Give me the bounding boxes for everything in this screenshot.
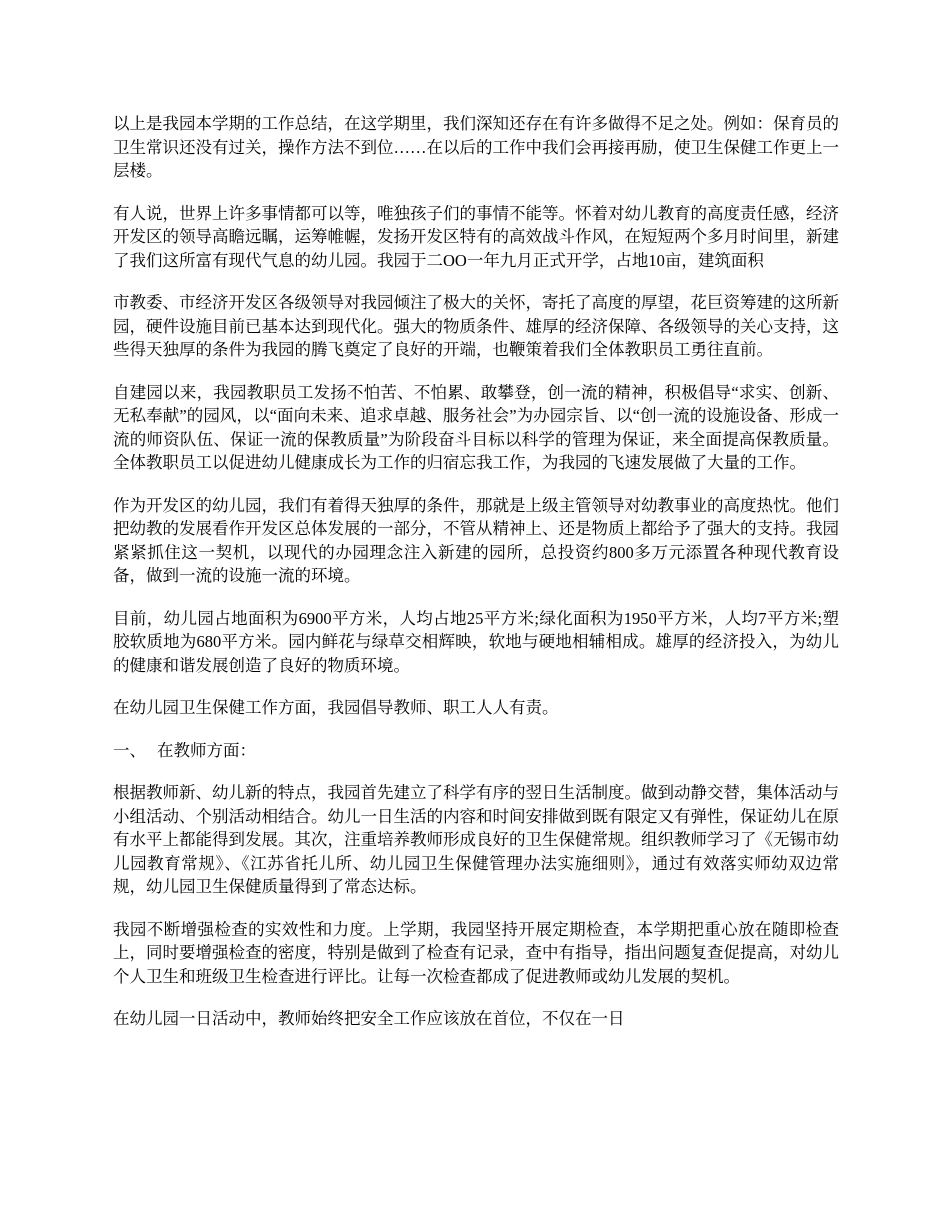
paragraph-facilities: 目前，幼儿园占地面积为6900平方米，人均占地25平方米;绿化面积为1950平方米，人均7平方米;塑胶软质地为680平方米。园内鲜花与绿草交相辉映，软地与硬地相辅相成。雄厚的经济投入，为幼儿的健康和谐发展创造了良好的物质环境。	[113, 608, 839, 675]
document-page	[113, 112, 839, 1050]
paragraph-health-work: 在幼儿园卫生保健工作方面，我园倡导教师、职工人人有责。	[113, 698, 559, 717]
section-heading-text: 在教师方面：	[157, 740, 256, 760]
section-heading	[113, 739, 839, 763]
paragraph-summary: 以上是我园本学期的工作总结，在这学期里，我们深知还存在有许多做得不足之处。例如：保育员的卫生常识还没有过关，操作方法不到位……在以后的工作中我们会再接再励，使卫生保健工作更上一层楼。	[113, 114, 839, 180]
paragraph-safety: 在幼儿园一日活动中，教师始终把安全工作应该放在首位，不仅在一日	[113, 1009, 625, 1028]
paragraph-inspection: 我园不断增强检查的实效性和力度。上学期，我园坚持开展定期检查，本学期把重心放在随即检查上，同时要增强检查的密度，特别是做到了检查有记录，查中有指导，指出问题复查促提高，对幼儿个人卫生和班级卫生检查进行评比。让每一次检查都成了促进教师或幼儿发展的契机。	[113, 919, 839, 986]
paragraph-spirit: 自建园以来，我园教职员工发扬不怕苦、不怕累、敢攀登，创一流的精神，积极倡导“求实、创新、无私奉献”的园风，以“面向未来、追求卓越、服务社会”为办园宗旨、以“创一流的设施设备、形成一流的师资队伍、保证一流的保教质量”为阶段奋斗目标以科学的管理为保证，来全面提高保教质量。全体教职员工以促进幼儿健康成长为工作的归宿忘我工作，为我园的飞速发展做了大量的工作。	[113, 382, 839, 472]
paragraph-development-zone: 作为开发区的幼儿园，我们有着得天独厚的条件，那就是上级主管领导对幼教事业的高度热忱。他们把幼教的发展看作开发区总体发展的一部分，不管从精神上、还是物质上都给予了强大的支持。我园紧紧抓住这一契机，以现代的办园理念注入新建的园所，总投资约800多万元添置各种现代教育设备，做到一流的设施一流的环境。	[113, 495, 839, 585]
paragraph-leadership: 市教委、市经济开发区各级领导对我园倾注了极大的关怀，寄托了高度的厚望，花巨资筹建的这所新园，硬件设施目前已基本达到现代化。强大的物质条件、雄厚的经济保障、各级领导的关心支持，这些得天独厚的条件为我园的腾飞奠定了良好的开端，也鞭策着我们全体教职员工勇往直前。	[113, 293, 839, 359]
section-heading-number: 一、	[113, 740, 146, 760]
paragraph-teacher-routine: 根据教师新、幼儿新的特点，我园首先建立了科学有序的翌日生活制度。做到动静交替，集体活动与小组活动、个别活动相结合。幼儿一日生活的内容和时间安排做到既有限定又有弹性，保证幼儿在原有水平上都能得到发展。其次，注重培养教师形成良好的卫生保健常规。组织教师学习了《无锡市幼儿园教育常规》、《江苏省托儿所、幼儿园卫生保健管理办法实施细则》，通过有效落实师幼双边常规，幼儿园卫生保健质量得到了常态达标。	[113, 783, 839, 896]
paragraph-intro: 有人说，世界上许多事情都可以等，唯独孩子们的事情不能等。怀着对幼儿教育的高度责任感，经济开发区的领导高瞻远瞩，运筹帷幄，发扬开发区特有的高效战斗作风，在短短两个多月时间里，新建了我们这所富有现代气息的幼儿园。我园于二OO一年九月正式开学，占地10亩，建筑面积	[113, 203, 839, 270]
